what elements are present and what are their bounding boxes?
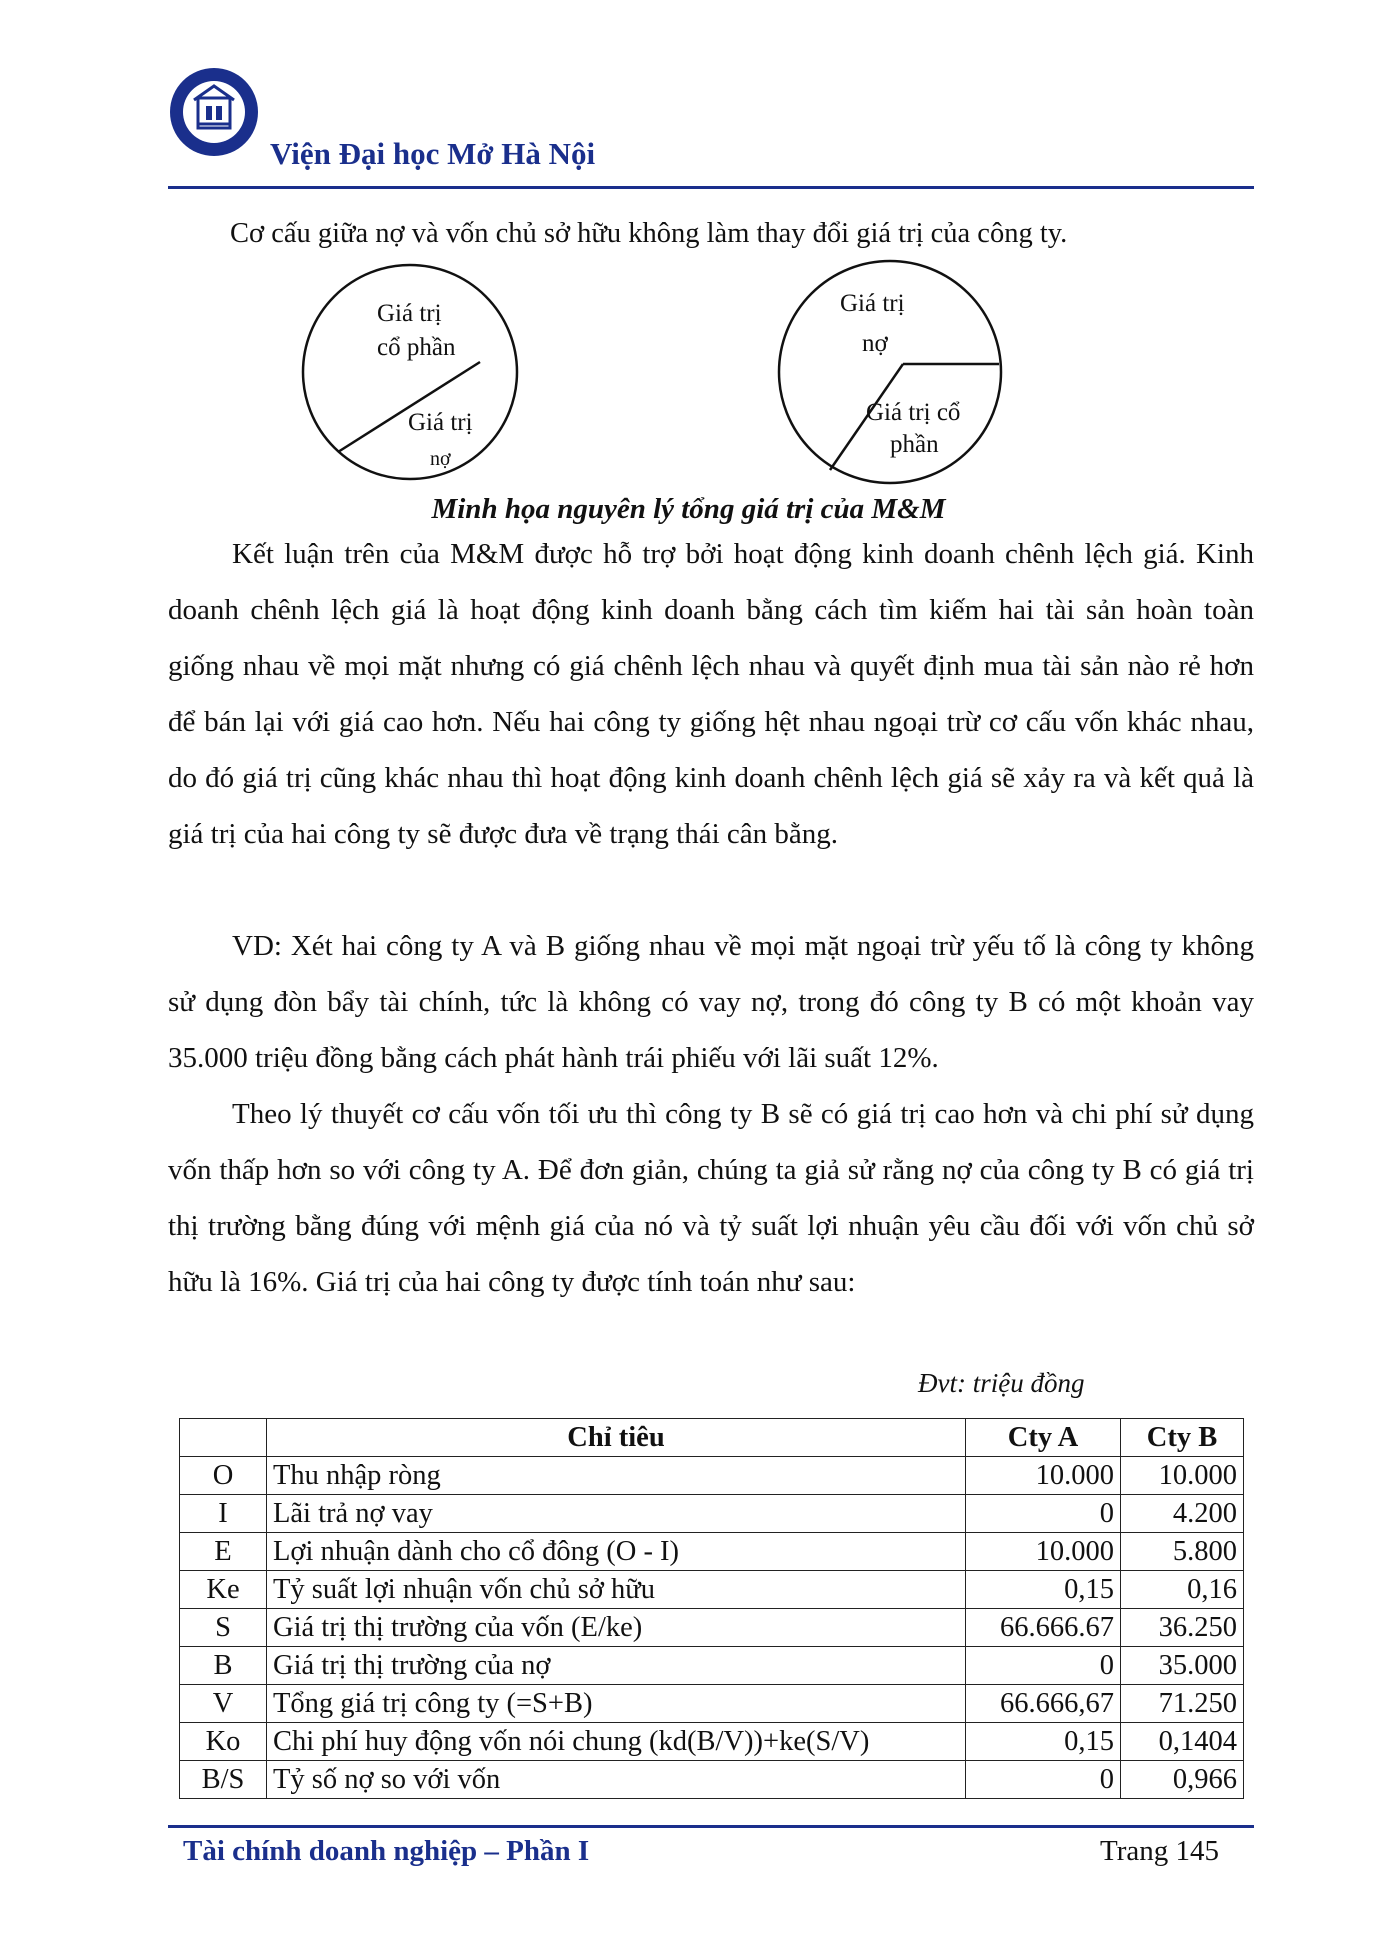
pie-right-equity-label-2: phần	[890, 431, 939, 458]
paragraph-arbitrage: Kết luận trên của M&M được hỗ trợ bởi hoạt động kinh doanh chênh lệch giá. Kinh doanh chênh lệch giá là hoạt động kinh doanh bằng cách tìm kiếm hai tài sản hoàn toàn giống nhau về mọi mặt nhưng có giá chênh lệch nhau và quyết định mua tài sản nào rẻ hơn để bán lại với giá cao hơn. Nếu hai công ty giống hệt nhau ngoại trừ cơ cấu vốn khác nhau, do đó giá trị cũng khác nhau thì hoạt động kinh doanh chênh lệch giá sẽ xảy ra và kết quả là giá trị của hai công ty sẽ được đưa về trạng thái cân bằng.	[168, 538, 1254, 850]
row-item: Tỷ số nợ so với vốn	[267, 1761, 966, 1799]
row-cty-a: 0	[966, 1647, 1121, 1685]
row-cty-b: 35.000	[1121, 1647, 1244, 1685]
row-code: S	[180, 1609, 267, 1647]
table-row	[180, 1457, 1244, 1495]
row-cty-b: 5.800	[1121, 1533, 1244, 1571]
table-row	[180, 1647, 1244, 1685]
valuation-table	[179, 1418, 1244, 1799]
row-item: Giá trị thị trường của vốn (E/ke)	[267, 1609, 966, 1647]
footer-book-title: Tài chính doanh nghiệp – Phần I	[183, 1835, 590, 1867]
pie-right-equity-label-1: Giá trị cổ	[866, 399, 961, 426]
footer-page-number: Trang 145	[1100, 1835, 1219, 1867]
row-cty-a: 66.666.67	[966, 1609, 1121, 1647]
row-item: Chi phí huy động vốn nói chung (kd(B/V))+ke(S/V)	[267, 1723, 966, 1761]
row-item: Lãi trả nợ vay	[267, 1495, 966, 1533]
pie-right-debt-label-1: Giá trị	[840, 290, 905, 317]
row-cty-a: 10.000	[966, 1457, 1121, 1495]
row-cty-b: 71.250	[1121, 1685, 1244, 1723]
row-code: B	[180, 1647, 267, 1685]
unit-note: Đvt: triệu đồng	[918, 1368, 1085, 1398]
header-cty-a: Cty A	[966, 1419, 1121, 1457]
footer-rule	[168, 1825, 1254, 1828]
header-item: Chỉ tiêu	[267, 1419, 966, 1457]
row-item: Lợi nhuận dành cho cổ đông (O - I)	[267, 1533, 966, 1571]
row-cty-b: 0,1404	[1121, 1723, 1244, 1761]
row-code: Ke	[180, 1571, 267, 1609]
row-cty-a: 0	[966, 1761, 1121, 1799]
table-header-row	[180, 1419, 1244, 1457]
pie-left-debt-label-1: Giá trị	[408, 409, 473, 436]
row-item: Giá trị thị trường của nợ	[267, 1647, 966, 1685]
header-code	[180, 1419, 267, 1457]
intro-line: Cơ cấu giữa nợ và vốn chủ sở hữu không làm thay đổi giá trị của công ty.	[230, 218, 1068, 249]
row-cty-b: 0,966	[1121, 1761, 1244, 1799]
paragraph-example: VD: Xét hai công ty A và B giống nhau về mọi mặt ngoại trừ yếu tố là công ty không sử dụng đòn bẩy tài chính, tức là không có vay nợ, trong đó công ty B có một khoản vay 35.000 triệu đồng bằng cách phát hành trái phiếu với lãi suất 12%.	[168, 930, 1254, 1074]
row-item: Tỷ suất lợi nhuận vốn chủ sở hữu	[267, 1571, 966, 1609]
pie-left-equity-label-1: Giá trị	[377, 300, 442, 327]
pie-left-debt-label-2: nợ	[430, 448, 451, 470]
university-logo	[168, 66, 260, 158]
row-code: O	[180, 1457, 267, 1495]
table-row	[180, 1761, 1244, 1799]
row-cty-a: 10.000	[966, 1533, 1121, 1571]
row-cty-a: 0,15	[966, 1723, 1121, 1761]
row-cty-b: 0,16	[1121, 1571, 1244, 1609]
row-item: Tổng giá trị công ty (=S+B)	[267, 1685, 966, 1723]
institution-name: Viện Đại học Mở Hà Nội	[270, 136, 596, 171]
row-cty-b: 4.200	[1121, 1495, 1244, 1533]
row-item: Thu nhập ròng	[267, 1457, 966, 1495]
figure-caption: Minh họa nguyên lý tổng giá trị của M&M	[431, 493, 946, 525]
row-cty-b: 10.000	[1121, 1457, 1244, 1495]
row-cty-a: 0	[966, 1495, 1121, 1533]
pie-left-equity-label-2: cổ phần	[377, 334, 456, 361]
row-code: E	[180, 1533, 267, 1571]
table-row	[180, 1571, 1244, 1609]
row-code: V	[180, 1685, 267, 1723]
row-code: Ko	[180, 1723, 267, 1761]
header-rule	[168, 186, 1254, 189]
row-code: B/S	[180, 1761, 267, 1799]
row-cty-a: 66.666,67	[966, 1685, 1121, 1723]
row-cty-a: 0,15	[966, 1571, 1121, 1609]
table-row	[180, 1723, 1244, 1761]
header-cty-b: Cty B	[1121, 1419, 1244, 1457]
pie-right-debt-label-2: nợ	[862, 330, 888, 357]
table-row	[180, 1495, 1244, 1533]
table-row	[180, 1685, 1244, 1723]
row-code: I	[180, 1495, 267, 1533]
row-cty-b: 36.250	[1121, 1609, 1244, 1647]
table-row	[180, 1533, 1244, 1571]
paragraph-theory: Theo lý thuyết cơ cấu vốn tối ưu thì công ty B sẽ có giá trị cao hơn và chi phí sử dụng vốn thấp hơn so với công ty A. Để đơn giản, chúng ta giả sử rằng nợ của công ty B có giá trị thị trường bằng đúng với mệnh giá của nó và tỷ suất lợi nhuận yêu cầu đối với vốn chủ sở hữu là 16%. Giá trị của hai công ty được tính toán như sau:	[168, 1098, 1254, 1298]
table-row	[180, 1609, 1244, 1647]
